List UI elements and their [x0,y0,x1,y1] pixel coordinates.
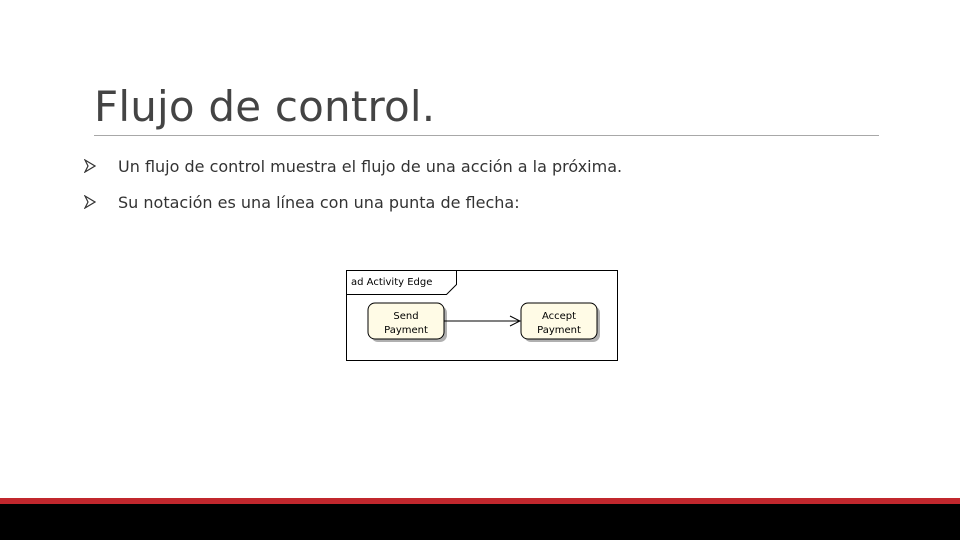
title-underline [94,135,879,136]
bullet-item [84,148,874,184]
bullet-item [84,184,874,220]
activity-diagram [346,270,619,362]
bullet-list [84,148,874,220]
node-label-line2: Payment [537,325,581,336]
node-label-line1: Send [393,311,419,322]
arrowhead-bullet-icon [84,159,118,173]
node-label-line1: Accept [541,311,577,322]
diagram-frame-label: ad Activity Edge [351,277,433,288]
page-title: Flujo de control. [94,82,436,131]
action-node-accept-payment [521,303,600,342]
footer-bar [0,504,960,540]
node-label-line2: Payment [384,325,428,336]
bullet-text: Su notación es una línea con una punta de flecha: [118,192,520,212]
action-node-send-payment [368,303,447,342]
arrowhead-bullet-icon [84,195,118,209]
bullet-text: Un flujo de control muestra el flujo de una acción a la próxima. [118,156,623,176]
